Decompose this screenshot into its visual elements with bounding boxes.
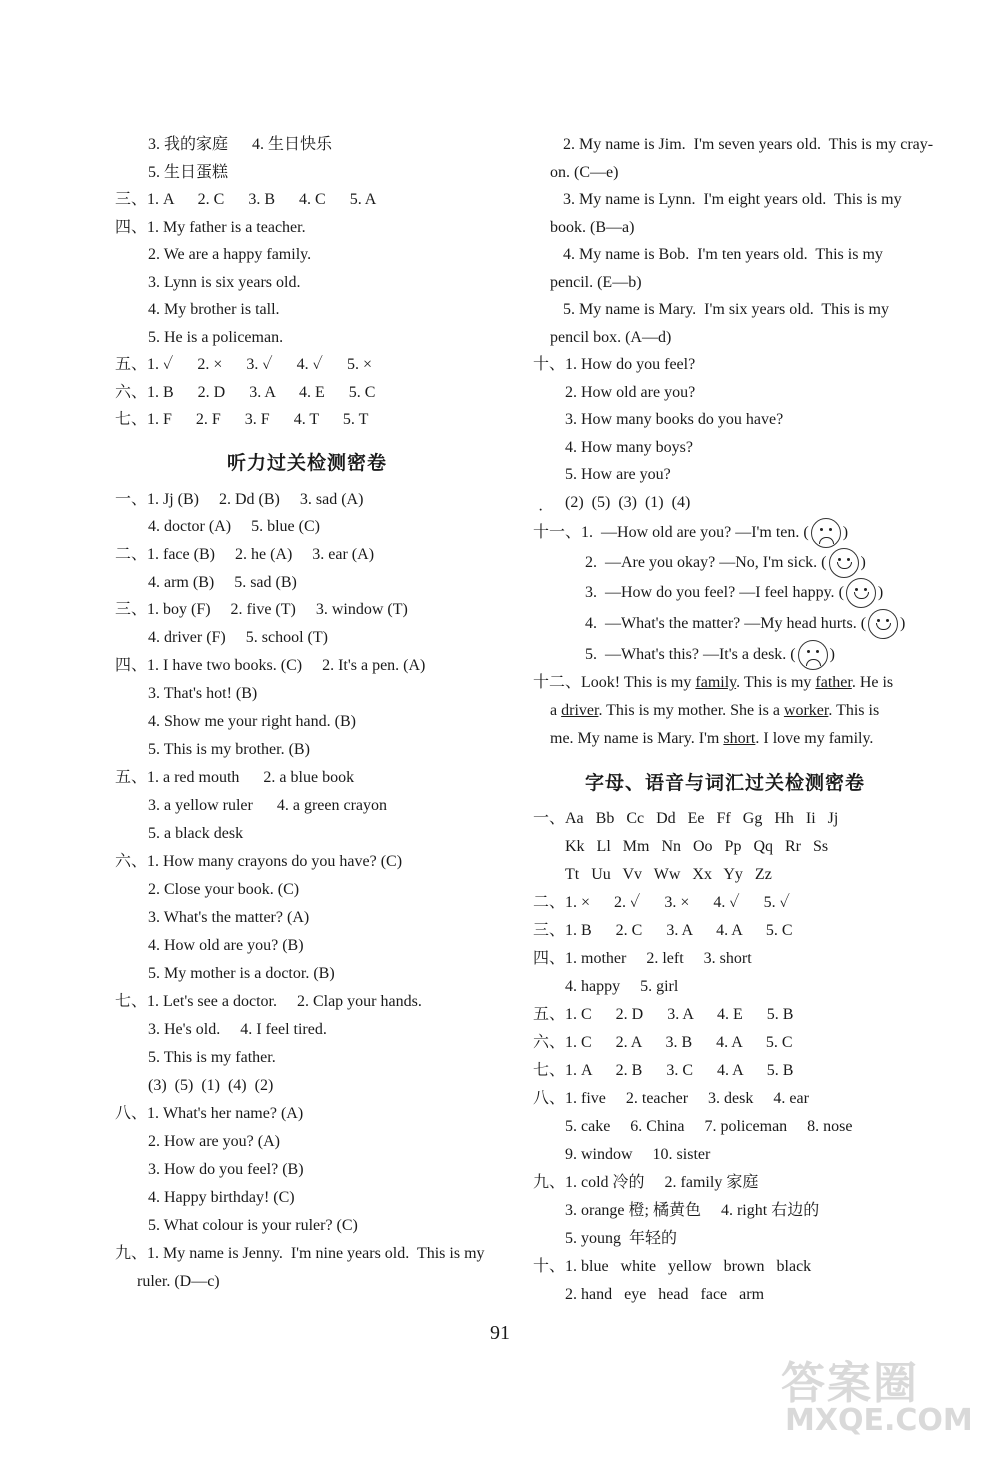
passage-text: me. My name is Mary. I'm <box>550 730 724 747</box>
answer-line: 4. Happy birthday! (C) <box>148 1189 295 1206</box>
dialog-text: 3. —How do you feel? —I feel happy. <box>585 584 835 601</box>
answer-line: 5. cake 6. China 7. policeman 8. nose <box>565 1118 853 1135</box>
face-answer-row: 3. —How do you feel? —I feel happy. ( ) <box>585 578 883 610</box>
answer-line: 4. My name is Bob. I'm ten years old. This is my <box>563 246 883 263</box>
answer-line: Kk Ll Mm Nn Oo Pp Qq Rr Ss <box>565 838 829 855</box>
answer-line: 五、1. C 2. D 3. A 4. E 5. B <box>533 1006 794 1023</box>
answer-line: 三、1. B 2. C 3. A 4. A 5. C <box>533 922 793 939</box>
answer-line: 9. window 10. sister <box>565 1146 711 1163</box>
answer-line: 三、1. boy (F) 2. five (T) 3. window (T) <box>115 601 408 618</box>
answer-line: 3. orange 橙; 橘黄色 4. right 右边的 <box>565 1202 820 1219</box>
answer-line: (3) (5) (1) (4) (2) <box>148 1077 274 1094</box>
face-answer-row: 2. —Are you okay? —No, I'm sick. ( ) <box>585 548 866 580</box>
answer-line: 5. What colour is your ruler? (C) <box>148 1217 358 1234</box>
answer-line: 六、1. How many crayons do you have? (C) <box>115 853 403 870</box>
answer-line: 二、1. face (B) 2. he (A) 3. ear (A) <box>115 546 375 563</box>
answer-line: 一、1. Jj (B) 2. Dd (B) 3. sad (A) <box>115 491 364 508</box>
answer-line: 四、1. I have two books. (C) 2. It's a pen. (A) <box>115 657 426 674</box>
answer-line: 3. a yellow ruler 4. a green crayon <box>148 797 388 814</box>
answer-line: 七、1. F 2. F 3. F 4. T 5. T <box>115 411 369 428</box>
filled-blank: worker <box>783 702 829 719</box>
answer-line: on. (C—e) <box>550 164 619 181</box>
answer-line: 2. How are you? (A) <box>148 1133 280 1150</box>
page-number: 91 <box>490 1322 510 1344</box>
filled-blank: family <box>695 674 737 691</box>
passage-line <box>533 670 893 698</box>
answer-line: 五、1. ✓ 2. × 3. ✓ 4. ✓ 5. × <box>115 356 373 373</box>
passage-line <box>550 726 873 754</box>
passage-line <box>550 698 879 726</box>
passage-text: . This is <box>828 702 880 719</box>
face-answer-row: 十一、1. —How old are you? —I'm ten. ( ) <box>533 518 848 550</box>
answer-line: 一、Aa Bb Cc Dd Ee Ff Gg Hh Ii Jj <box>533 810 839 827</box>
answer-line: 九、1. My name is Jenny. I'm nine years old. This is my <box>115 1245 485 1262</box>
answer-line: 三、1. A 2. C 3. B 4. C 5. A <box>115 191 377 208</box>
dialog-text: 1. —How old are you? —I'm ten. <box>581 524 800 541</box>
answer-line: 5. 生日蛋糕 <box>148 164 229 181</box>
dot-mark: · <box>538 502 544 519</box>
happy-face-icon <box>829 548 859 578</box>
answer-line: ruler. (D—c) <box>137 1273 220 1290</box>
passage-text: . This is my mother. She is a <box>598 702 784 719</box>
answer-line: 3. My name is Lynn. I'm eight years old. This is my <box>563 191 902 208</box>
answer-line: 3. That's hot! (B) <box>148 685 258 702</box>
question-number: 十一、 <box>533 524 582 541</box>
filled-blank: driver <box>561 702 599 719</box>
answer-line: 3. He's old. 4. I feel tired. <box>148 1021 327 1038</box>
dialog-text: 4. —What's the matter? —My head hurts. <box>585 615 857 632</box>
passage-text: . This is my <box>736 674 816 691</box>
answer-line: 五、1. a red mouth 2. a blue book <box>115 769 355 786</box>
answer-line: 九、1. cold 冷的 2. family 家庭 <box>533 1174 759 1191</box>
answer-line: Tt Uu Vv Ww Xx Yy Zz <box>565 866 772 883</box>
passage-text: 十二、Look! This is my <box>533 674 696 691</box>
answer-line: 5. My name is Mary. I'm six years old. This is my <box>563 301 889 318</box>
answer-line: 5. My mother is a doctor. (B) <box>148 965 335 982</box>
watermark-logo <box>781 1343 986 1448</box>
happy-face-icon <box>868 609 898 639</box>
answer-line: 5. a black desk <box>148 825 244 842</box>
face-answer-row: 5. —What's this? —It's a desk. ( ) <box>585 640 835 672</box>
filled-blank: father <box>815 674 852 691</box>
answer-line: 4. How many boys? <box>565 439 693 456</box>
answer-line: 4. Show me your right hand. (B) <box>148 713 356 730</box>
answer-line: 六、1. B 2. D 3. A 4. E 5. C <box>115 384 376 401</box>
answer-line: 5. How are you? <box>565 466 671 483</box>
answer-line: 4. arm (B) 5. sad (B) <box>148 574 297 591</box>
dialog-text: 2. —Are you okay? —No, I'm sick. <box>585 554 818 571</box>
answer-line: 3. What's the matter? (A) <box>148 909 310 926</box>
answer-line: 3. 我的家庭 4. 生日快乐 <box>148 136 333 153</box>
answer-line: (2) (5) (3) (1) (4) <box>565 494 691 511</box>
answer-line: 二、1. × 2. ✓ 3. × 4. ✓ 5. ✓ <box>533 894 791 911</box>
answer-line: 3. How do you feel? (B) <box>148 1161 304 1178</box>
happy-face-icon <box>846 578 876 608</box>
answer-line: 3. Lynn is six years old. <box>148 274 301 291</box>
answer-line: 4. doctor (A) 5. blue (C) <box>148 518 320 535</box>
sad-face-icon <box>798 640 828 670</box>
answer-line: 八、1. five 2. teacher 3. desk 4. ear <box>533 1090 809 1107</box>
answer-line: 六、1. C 2. A 3. B 4. A 5. C <box>533 1034 793 1051</box>
watermark-url: MXQE.COM <box>785 1403 973 1438</box>
answer-line: 4. happy 5. girl <box>565 978 679 995</box>
answer-line: 3. How many books do you have? <box>565 411 784 428</box>
answer-line: 4. driver (F) 5. school (T) <box>148 629 328 646</box>
answer-line: pencil box. (A—d) <box>550 329 672 346</box>
face-answer-row: 4. —What's the matter? —My head hurts. ( ) <box>585 609 905 641</box>
answer-line: 2. We are a happy family. <box>148 246 312 263</box>
filled-blank: short <box>723 730 756 747</box>
passage-text: . He is <box>851 674 894 691</box>
passage-text: . I love my family. <box>755 730 874 747</box>
dialog-text: 5. —What's this? —It's a desk. <box>585 646 787 663</box>
answer-line: 七、1. Let's see a doctor. 2. Clap your hands. <box>115 993 422 1010</box>
passage-text: a <box>550 702 562 719</box>
answer-line: 七、1. A 2. B 3. C 4. A 5. B <box>533 1062 794 1079</box>
answer-line: 5. This is my father. <box>148 1049 276 1066</box>
answer-line: 十、1. How do you feel? <box>533 356 696 373</box>
answer-line: 2. hand eye head face arm <box>565 1286 765 1303</box>
answer-line: 5. He is a policeman. <box>148 329 284 346</box>
sad-face-icon <box>811 518 841 548</box>
answer-line: 十、1. blue white yellow brown black <box>533 1258 812 1275</box>
answer-line: 5. This is my brother. (B) <box>148 741 310 758</box>
answer-line: pencil. (E—b) <box>550 274 642 291</box>
answer-line: 八、1. What's her name? (A) <box>115 1105 304 1122</box>
answer-line: 5. young 年轻的 <box>565 1230 678 1247</box>
answer-line: 4. My brother is tall. <box>148 301 280 318</box>
watermark-text: 答案圈 <box>781 1358 919 1409</box>
answer-line: 2. Close your book. (C) <box>148 881 300 898</box>
answer-line: 2. How old are you? <box>565 384 696 401</box>
answer-line: 四、1. mother 2. left 3. short <box>533 950 752 967</box>
section-heading: 字母、语音与词汇过关检测密卷 <box>585 772 866 794</box>
answer-line: 2. My name is Jim. I'm seven years old. This is my cray- <box>563 136 934 153</box>
answer-line: 四、1. My father is a teacher. <box>115 219 306 236</box>
answer-line: book. (B—a) <box>550 219 635 236</box>
answer-line: 4. How old are you? (B) <box>148 937 304 954</box>
section-heading: 听力过关检测密卷 <box>227 452 388 474</box>
